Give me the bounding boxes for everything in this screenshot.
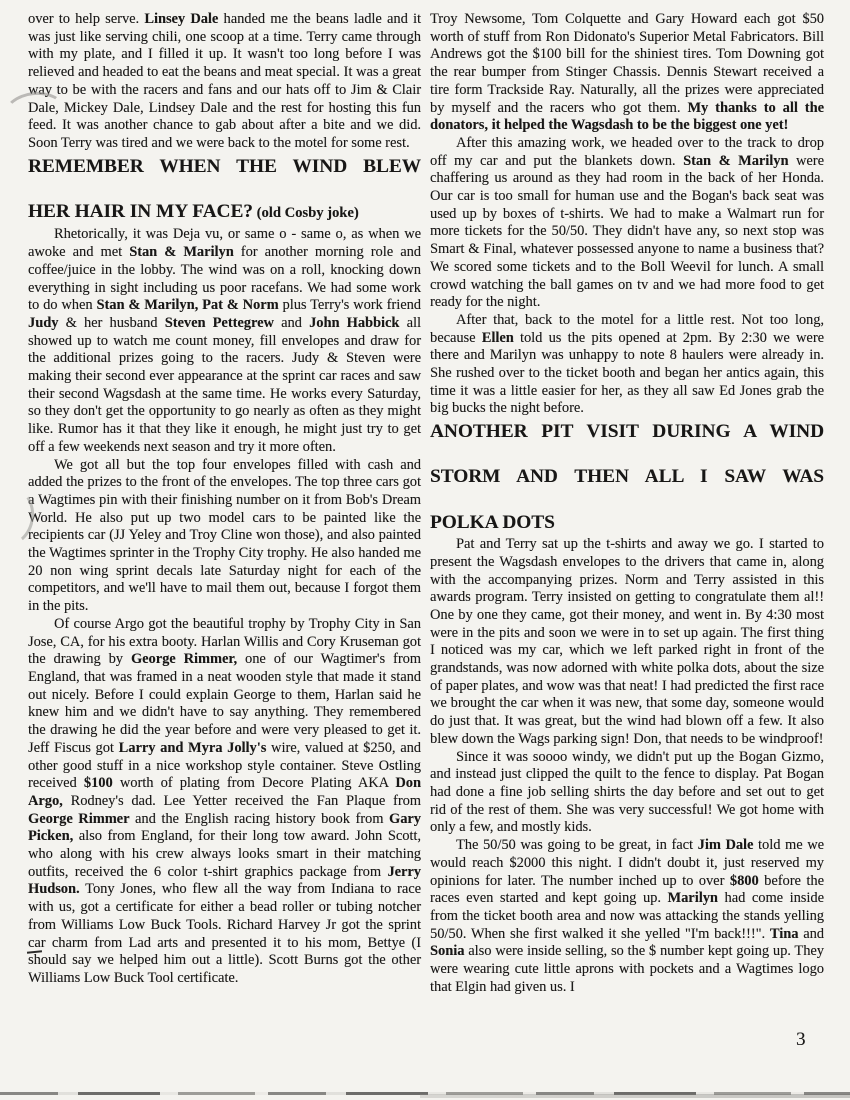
paragraph: [430, 536, 824, 748]
bold-text: Steven Pettegrew: [164, 314, 274, 331]
paragraph: [28, 616, 421, 988]
bold-text: Ellen: [481, 329, 514, 346]
body-text: handed me the beans ladle and it was just like serving chili, one scoop at a time. Terry came through with my plate, and I filled it up. It wasn't too long before I was relieved and headed to eat the beans and meat special. It was a great way to be with the racers and fans and our hats off to Jim & Clair Dale, Mickey Dale, Lindsey Dale and the rest for hosting this fun feed. It was another chance to gab about after a bite and we did. Soon Terry was tired and we were back to the motel for some rest.: [28, 11, 421, 151]
body-text: told me we would reach $2000 this night. I didn't doubt it, just reserved my opinions for later. The number inched up to over: [430, 837, 824, 889]
heading-text: HER HAIR IN MY FACE?: [28, 200, 253, 222]
body-text: and: [273, 314, 310, 331]
paragraph: [430, 11, 824, 135]
body-text: wire, valued at $250, and other good stuff in a nice workshop style container. Steve Ostling received: [28, 739, 421, 792]
body-text: for another morning role and coffee/juice in the lobby. The wind was on a roll, knocking down everything in sight including us poor racefans. We had some work to do when: [28, 244, 421, 314]
bold-text: Judy: [28, 314, 59, 331]
bold-text: Linsey Dale: [144, 11, 219, 27]
bold-text: My thanks to all the donators, it helped the Wagsdash to be the biggest one yet!: [430, 99, 824, 134]
bold-text: George Rimmer,: [130, 651, 238, 668]
right-column: [430, 11, 824, 996]
paragraph: [28, 226, 421, 456]
paragraph: [28, 457, 421, 616]
bold-text: George Rimmer: [28, 810, 130, 827]
heading-line: ANOTHER PIT VISIT DURING A WIND: [430, 421, 824, 443]
heading-line: REMEMBER WHEN THE WIND BLEW: [28, 155, 421, 177]
scan-artifact-bottom-edge-right: [420, 1094, 850, 1098]
body-text: Since it was soooo windy, we didn't put up the Bogan Gizmo, and instead just clipped the quilt to the fence to display. Pat Bogan had done a fine job selling shirts the day before and set out to get rid of the rest of them. She was very successful! We got home with only a few, and mostly kids.: [430, 748, 824, 836]
paragraph: [430, 749, 824, 838]
body-text: We got all but the top four envelopes filled with cash and added the prizes to the front of the envelopes. The top three cars got a Wagtimes pin with their finishing number on it from Bob's Dream World. He also put up two model cars to be painted like the recipients car (JJ Yeley and Troy Cline won those), and also painted the Wagtimes sprinter in the Trophy City trophy. He also handed me 20 non wing sprint decals late Saturday night for each of the competitors, and we'll have to mail them out, because I forgot them in the pits.: [28, 456, 421, 615]
paragraph: [430, 312, 824, 418]
paragraph: [430, 135, 824, 312]
body-text: Of course Argo got the beautiful trophy by Trophy City in San Jose, CA, for his extra booty. Harlan Willis and Cory Kruseman got the drawing by: [28, 615, 421, 668]
body-text: told us the pits opened at 2pm. By 2:30 we were there and Marilyn was unhappy to note 8 haulers were already in. She rushed over to the ticket booth and began her antics again, this time it was a little easier for her, as they all saw Ed Jones grab the big bucks the night before.: [430, 329, 824, 417]
body-text: Rhetorically, it was Deja vu, or same o - same o, as when we awoke and met: [28, 226, 421, 261]
section-heading: [28, 156, 421, 225]
body-text: Troy Newsome, Tom Colquette and Gary Howard each got $50 worth of stuff from Ron Didonato's Superior Metal Fabricators. Bill Andrews got the $100 bill for the shiniest tires. Tom Downing got the rear bumper from Stinger Chassis. Dennis Stewart received a tire form Trackside Ray. Naturally, all the prizes were appreciated by myself and the racers who got them.: [430, 11, 824, 116]
bold-text: Tina: [769, 925, 799, 942]
bold-text: Stan & Marilyn: [683, 152, 789, 169]
page-number: 3: [796, 1029, 806, 1050]
heading-text: POLKA DOTS: [430, 511, 555, 533]
bold-text: Larry and Myra Jolly's: [118, 739, 267, 756]
heading-line: STORM AND THEN ALL I SAW WAS: [430, 466, 824, 488]
bold-text: Stan & Marilyn, Pat & Norm: [96, 297, 279, 314]
body-text: The 50/50 was going to be great, in fact: [456, 837, 698, 854]
section-heading: [430, 421, 824, 534]
body-text: before the races even started and kept going up.: [430, 872, 825, 907]
body-text: & her husband: [58, 314, 165, 331]
body-text: Tony Jones, who flew all the way from Indiana to race with us, got a certificate for either a bead roller or tubing notcher from Williams Low Buck Tools. Richard Harvey Jr got the sprint car charm from Lad arts and presented it to his mom, Bettye (I should say we helped him out a little). Scott Burns got the other Williams Low Buck Tool certificate.: [28, 881, 421, 986]
body-text: one of our Wagtimer's from England, that was framed in a neat wooden style that made it stand out nicely. Before I could explain George to them, Harlan said he knew him and we didn't have to say anything. They remembered the drawing he did the year before and were very pleased to get it. Jeff Fiscus got: [28, 651, 421, 756]
bold-text: Gary Picken,: [28, 810, 421, 845]
body-text: all showed up to watch me count money, fill envelopes and draw for the additional prizes going to the racers. Judy & Steven were making their second ever appearance at the sprint car races and saw their second Wagsdash at the same time. He works every Saturday, so they don't get the opportunity to go nearly as often as they might like. Rumor has it that they like it enough, he might just try to get off a few weekends next season and try it more often.: [28, 314, 422, 455]
bold-text: Don Argo,: [28, 775, 421, 809]
body-text: over to help serve.: [28, 11, 145, 27]
body-text: were chaffering us around as they had room in the back of her Honda. Our car is too small for human use and the Bogan's back seat was used up by boxes of t-shirts. We had to make a Walmart run for more tickets for the 50/50. They didn't have any, so next stop was Smart & Final, whatever possessed anyone to name a business that? We scored some tickets and to the Boll Weevil for lunch. A small crowd watching the ball games on tv and we had more food to get ready for the night.: [430, 152, 824, 311]
left-column: [28, 11, 421, 988]
bold-text: John Habbick: [309, 314, 400, 331]
bold-text: Marilyn: [667, 890, 718, 907]
body-text: worth of plating from Decore Plating AKA: [112, 775, 396, 792]
body-text: also were inside selling, so the $ number kept going up. They were wearing cute little aprons with pockets and a Wagtimes logo that Elgin had given us. I: [430, 943, 824, 995]
bold-text: Jim Dale: [697, 837, 754, 854]
body-text: plus Terry's work friend: [278, 297, 422, 314]
body-text: After that, back to the motel for a little rest. Not too long, because: [430, 311, 824, 346]
bold-text: $100: [83, 775, 113, 792]
paragraph: [28, 11, 421, 153]
bold-text: Sonia: [430, 943, 465, 960]
body-text: and: [798, 925, 824, 942]
heading-line: [430, 512, 824, 535]
heading-line: [28, 201, 421, 225]
body-text: Pat and Terry sat up the t-shirts and away we go. I started to present the Wagsdash envelopes to the drivers that came in, along with the accompanying prizes. Norm and Terry assisted in this awards program. Terry insisted on getting to congratulate them al!! One by one they came, got their money, and went in. By 4:30 most were in the pits and soon we were in to set up again. The first thing I noticed was my car, which we left parked right in front of the grandstands, was now adorned with white polka dots, about the size of paper plates, and wow was that neat! I had predicted the first race we brought the car when it was new, that some day, someone would do just that. It was great, but the wind had blown off a few. It also blew down the Wags parking sign! Don, that needs to be windproof!: [430, 536, 824, 747]
paragraph: [430, 837, 824, 996]
bold-text: Stan & Marilyn: [129, 244, 234, 261]
body-text: Rodney's dad. Lee Yetter received the Fan Plaque from: [62, 792, 421, 809]
body-text: had come inside from the ticket booth area and now was attacking the stands yelling 50/50. When she first walked it she yelled "I'm back!!!".: [430, 890, 824, 942]
body-text: After this amazing work, we headed over to the track to drop off my car and put the blankets down.: [430, 134, 824, 169]
bold-text: Jerry Hudson.: [28, 863, 421, 898]
body-text: also from England, for their long tow award. John Scott, who along with his crew always looks smart in their matching outfits, received the 6 color t-shirt graphics package from: [28, 828, 421, 880]
bold-text: $800: [729, 872, 759, 889]
body-text: and the English racing history book from: [129, 810, 390, 827]
heading-suffix: (old Cosby joke): [252, 204, 359, 221]
